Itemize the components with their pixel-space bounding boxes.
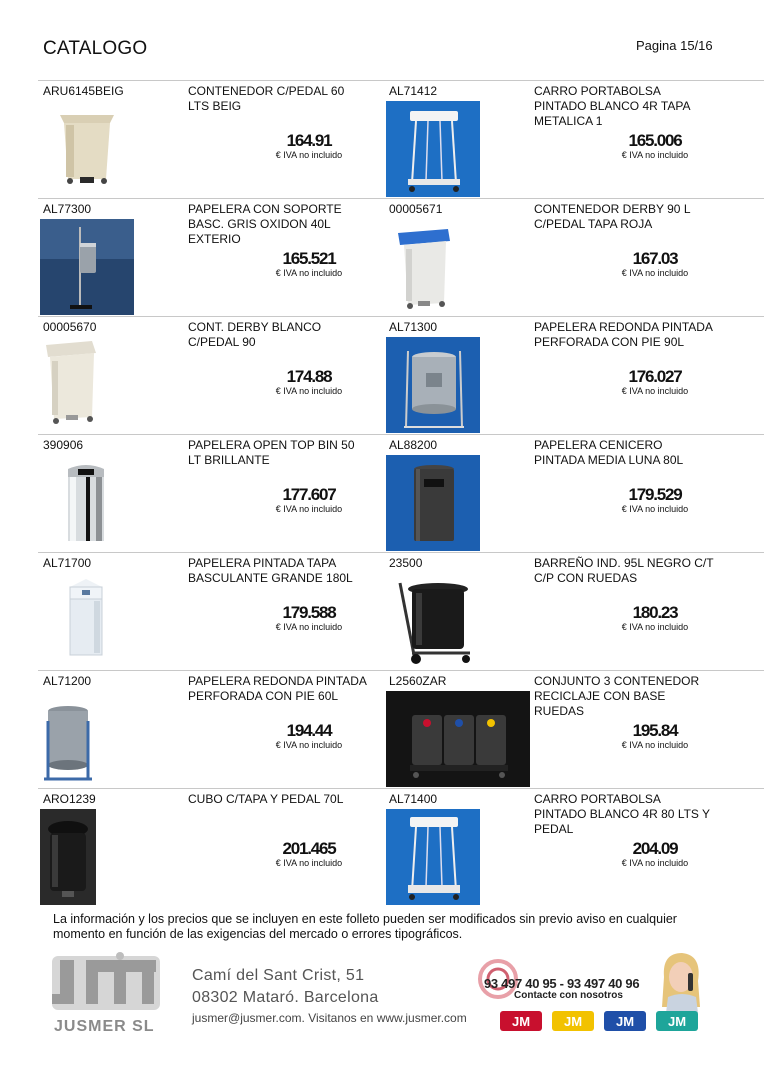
iva-note: € IVA no incluido	[621, 150, 689, 160]
catalog-row	[38, 316, 764, 434]
item-price: 201.465	[282, 839, 336, 858]
round-bin-stand-icon	[40, 691, 134, 787]
jm-color-logos	[500, 1009, 700, 1033]
catalog-item	[38, 789, 384, 906]
item-price: 180.23	[632, 603, 678, 622]
item-price: 167.03	[632, 249, 678, 268]
round-perforated-bin-icon	[386, 337, 480, 433]
catalog-row	[38, 788, 764, 906]
iva-note: € IVA no incluido	[275, 150, 343, 160]
item-description: PAPELERA CON SOPORTE BASC. GRIS OXIDON 40L EXTERIO	[188, 202, 342, 246]
swing-lid-bin-icon	[40, 573, 134, 669]
jm-logo-teal: JM	[667, 1014, 687, 1029]
white-bag-cart-icon	[386, 101, 480, 197]
item-code: AL71300	[389, 320, 438, 334]
recycling-set-icon	[386, 691, 530, 787]
catalog-item	[38, 81, 384, 198]
catalog-item	[384, 317, 764, 434]
item-code: ARO1239	[43, 792, 96, 806]
item-price: 164.91	[286, 131, 332, 150]
item-price: 165.521	[282, 249, 336, 268]
catalog-item	[384, 81, 764, 198]
derby-white-bin-icon	[40, 337, 134, 433]
item-description: PAPELERA OPEN TOP BIN 50 LT BRILLANTE	[188, 438, 355, 467]
footer	[0, 945, 764, 1080]
item-code: AL71400	[389, 792, 438, 806]
item-price: 195.84	[632, 721, 678, 740]
item-code: 00005670	[43, 320, 97, 334]
iva-note: € IVA no incluido	[275, 622, 343, 632]
catalog-grid	[38, 80, 764, 906]
catalog-row	[38, 434, 764, 552]
contact-line: jusmer@jusmer.com. Visitanos en www.jusmer.com	[192, 1011, 467, 1025]
item-price: 174.88	[286, 367, 332, 386]
item-description: PAPELERA CENICERO PINTADA MEDIA LUNA 80L	[534, 438, 684, 467]
item-description: CONJUNTO 3 CONTENEDOR RECICLAJE CON BASE RUEDAS	[534, 674, 700, 718]
item-code: AL71700	[43, 556, 92, 570]
catalog-item	[384, 435, 764, 552]
item-description: CONT. DERBY BLANCO C/PEDAL 90	[188, 320, 322, 349]
item-code: L2560ZAR	[389, 674, 447, 688]
catalog-item	[38, 553, 384, 670]
phone-numbers: 93 497 40 95 - 93 497 40 96	[484, 976, 640, 991]
derby-blue-lid-bin-icon	[386, 219, 480, 315]
item-description: CONTENEDOR DERBY 90 L C/PEDAL TAPA ROJA	[534, 202, 691, 231]
page-title: CATALOGO	[43, 38, 148, 59]
support-woman-icon	[652, 947, 708, 1013]
item-code: ARU6145BEIG	[43, 84, 124, 98]
item-description: BARREÑO IND. 95L NEGRO C/T C/P CON RUEDAS	[534, 556, 714, 585]
iva-note: € IVA no incluido	[275, 268, 343, 278]
item-code: 00005671	[389, 202, 443, 216]
iva-note: € IVA no incluido	[275, 386, 343, 396]
iva-note: € IVA no incluido	[621, 622, 689, 632]
jm-logo-blue: JM	[615, 1014, 635, 1029]
disclaimer-text: La información y los precios que se incluyen en este folleto pueden ser modificados sin previo aviso en cualquier momento en función de las exigencias del mercado o errores tipográficos.	[53, 912, 677, 941]
dark-pedal-bin-icon	[40, 809, 96, 905]
item-price: 177.607	[282, 485, 336, 504]
jm-logo-red: JM	[511, 1014, 531, 1029]
iva-note: € IVA no incluido	[621, 386, 689, 396]
catalog-row	[38, 80, 764, 198]
iva-note: € IVA no incluido	[621, 504, 689, 514]
item-price: 194.44	[286, 721, 332, 740]
item-price: 165.006	[628, 131, 682, 150]
address-line-1: Camí del Sant Crist, 51	[192, 967, 365, 984]
black-wheeled-bin-icon	[386, 573, 480, 669]
iva-note: € IVA no incluido	[621, 268, 689, 278]
catalog-item	[38, 671, 384, 788]
iva-note: € IVA no incluido	[621, 858, 689, 868]
catalog-row	[38, 198, 764, 316]
ashtray-bin-icon	[386, 455, 480, 551]
item-code: AL88200	[389, 438, 438, 452]
catalog-item	[384, 553, 764, 670]
contact-us-label: Contacte con nosotros	[514, 990, 623, 1001]
catalog-item	[38, 435, 384, 552]
address-line-2: 08302 Mataró. Barcelona	[192, 989, 379, 1006]
item-description: CONTENEDOR C/PEDAL 60 LTS BEIG	[188, 84, 345, 113]
catalog-row	[38, 670, 764, 788]
white-bag-cart-pedal-icon	[386, 809, 480, 905]
catalog-item	[38, 317, 384, 434]
catalog-row	[38, 552, 764, 670]
pole-bin-icon	[40, 219, 134, 315]
iva-note: € IVA no incluido	[275, 740, 343, 750]
catalog-item	[384, 671, 764, 788]
page-number: Pagina 15/16	[636, 38, 713, 53]
item-description: CARRO PORTABOLSA PINTADO BLANCO 4R TAPA METALICA 1	[534, 84, 690, 128]
item-description: CUBO C/TAPA Y PEDAL 70L	[188, 792, 344, 806]
chrome-open-bin-icon	[40, 455, 134, 551]
page-header	[0, 0, 764, 80]
item-code: AL71412	[389, 84, 438, 98]
company-name: JUSMER SL	[54, 1018, 155, 1035]
item-code: 390906	[43, 438, 84, 452]
item-price: 179.588	[282, 603, 336, 622]
item-code: AL77300	[43, 202, 92, 216]
item-price: 204.09	[632, 839, 678, 858]
item-code: 23500	[389, 556, 423, 570]
item-description: PAPELERA REDONDA PINTADA PERFORADA CON PIE 60L	[188, 674, 367, 703]
item-price: 176.027	[628, 367, 682, 386]
item-description: PAPELERA PINTADA TAPA BASCULANTE GRANDE 180L	[188, 556, 353, 585]
catalog-item	[38, 199, 384, 316]
jm-logo-yellow: JM	[563, 1014, 583, 1029]
item-code: AL71200	[43, 674, 92, 688]
iva-note: € IVA no incluido	[621, 740, 689, 750]
item-price: 179.529	[628, 485, 682, 504]
catalog-item	[384, 199, 764, 316]
item-description: CARRO PORTABOLSA PINTADO BLANCO 4R 80 LTS Y PEDAL	[534, 792, 710, 836]
iva-note: € IVA no incluido	[275, 858, 343, 868]
iva-note: € IVA no incluido	[275, 504, 343, 514]
item-description: PAPELERA REDONDA PINTADA PERFORADA CON PIE 90L	[534, 320, 713, 349]
catalog-item	[384, 789, 764, 906]
beige-pedal-bin-icon	[40, 101, 134, 197]
